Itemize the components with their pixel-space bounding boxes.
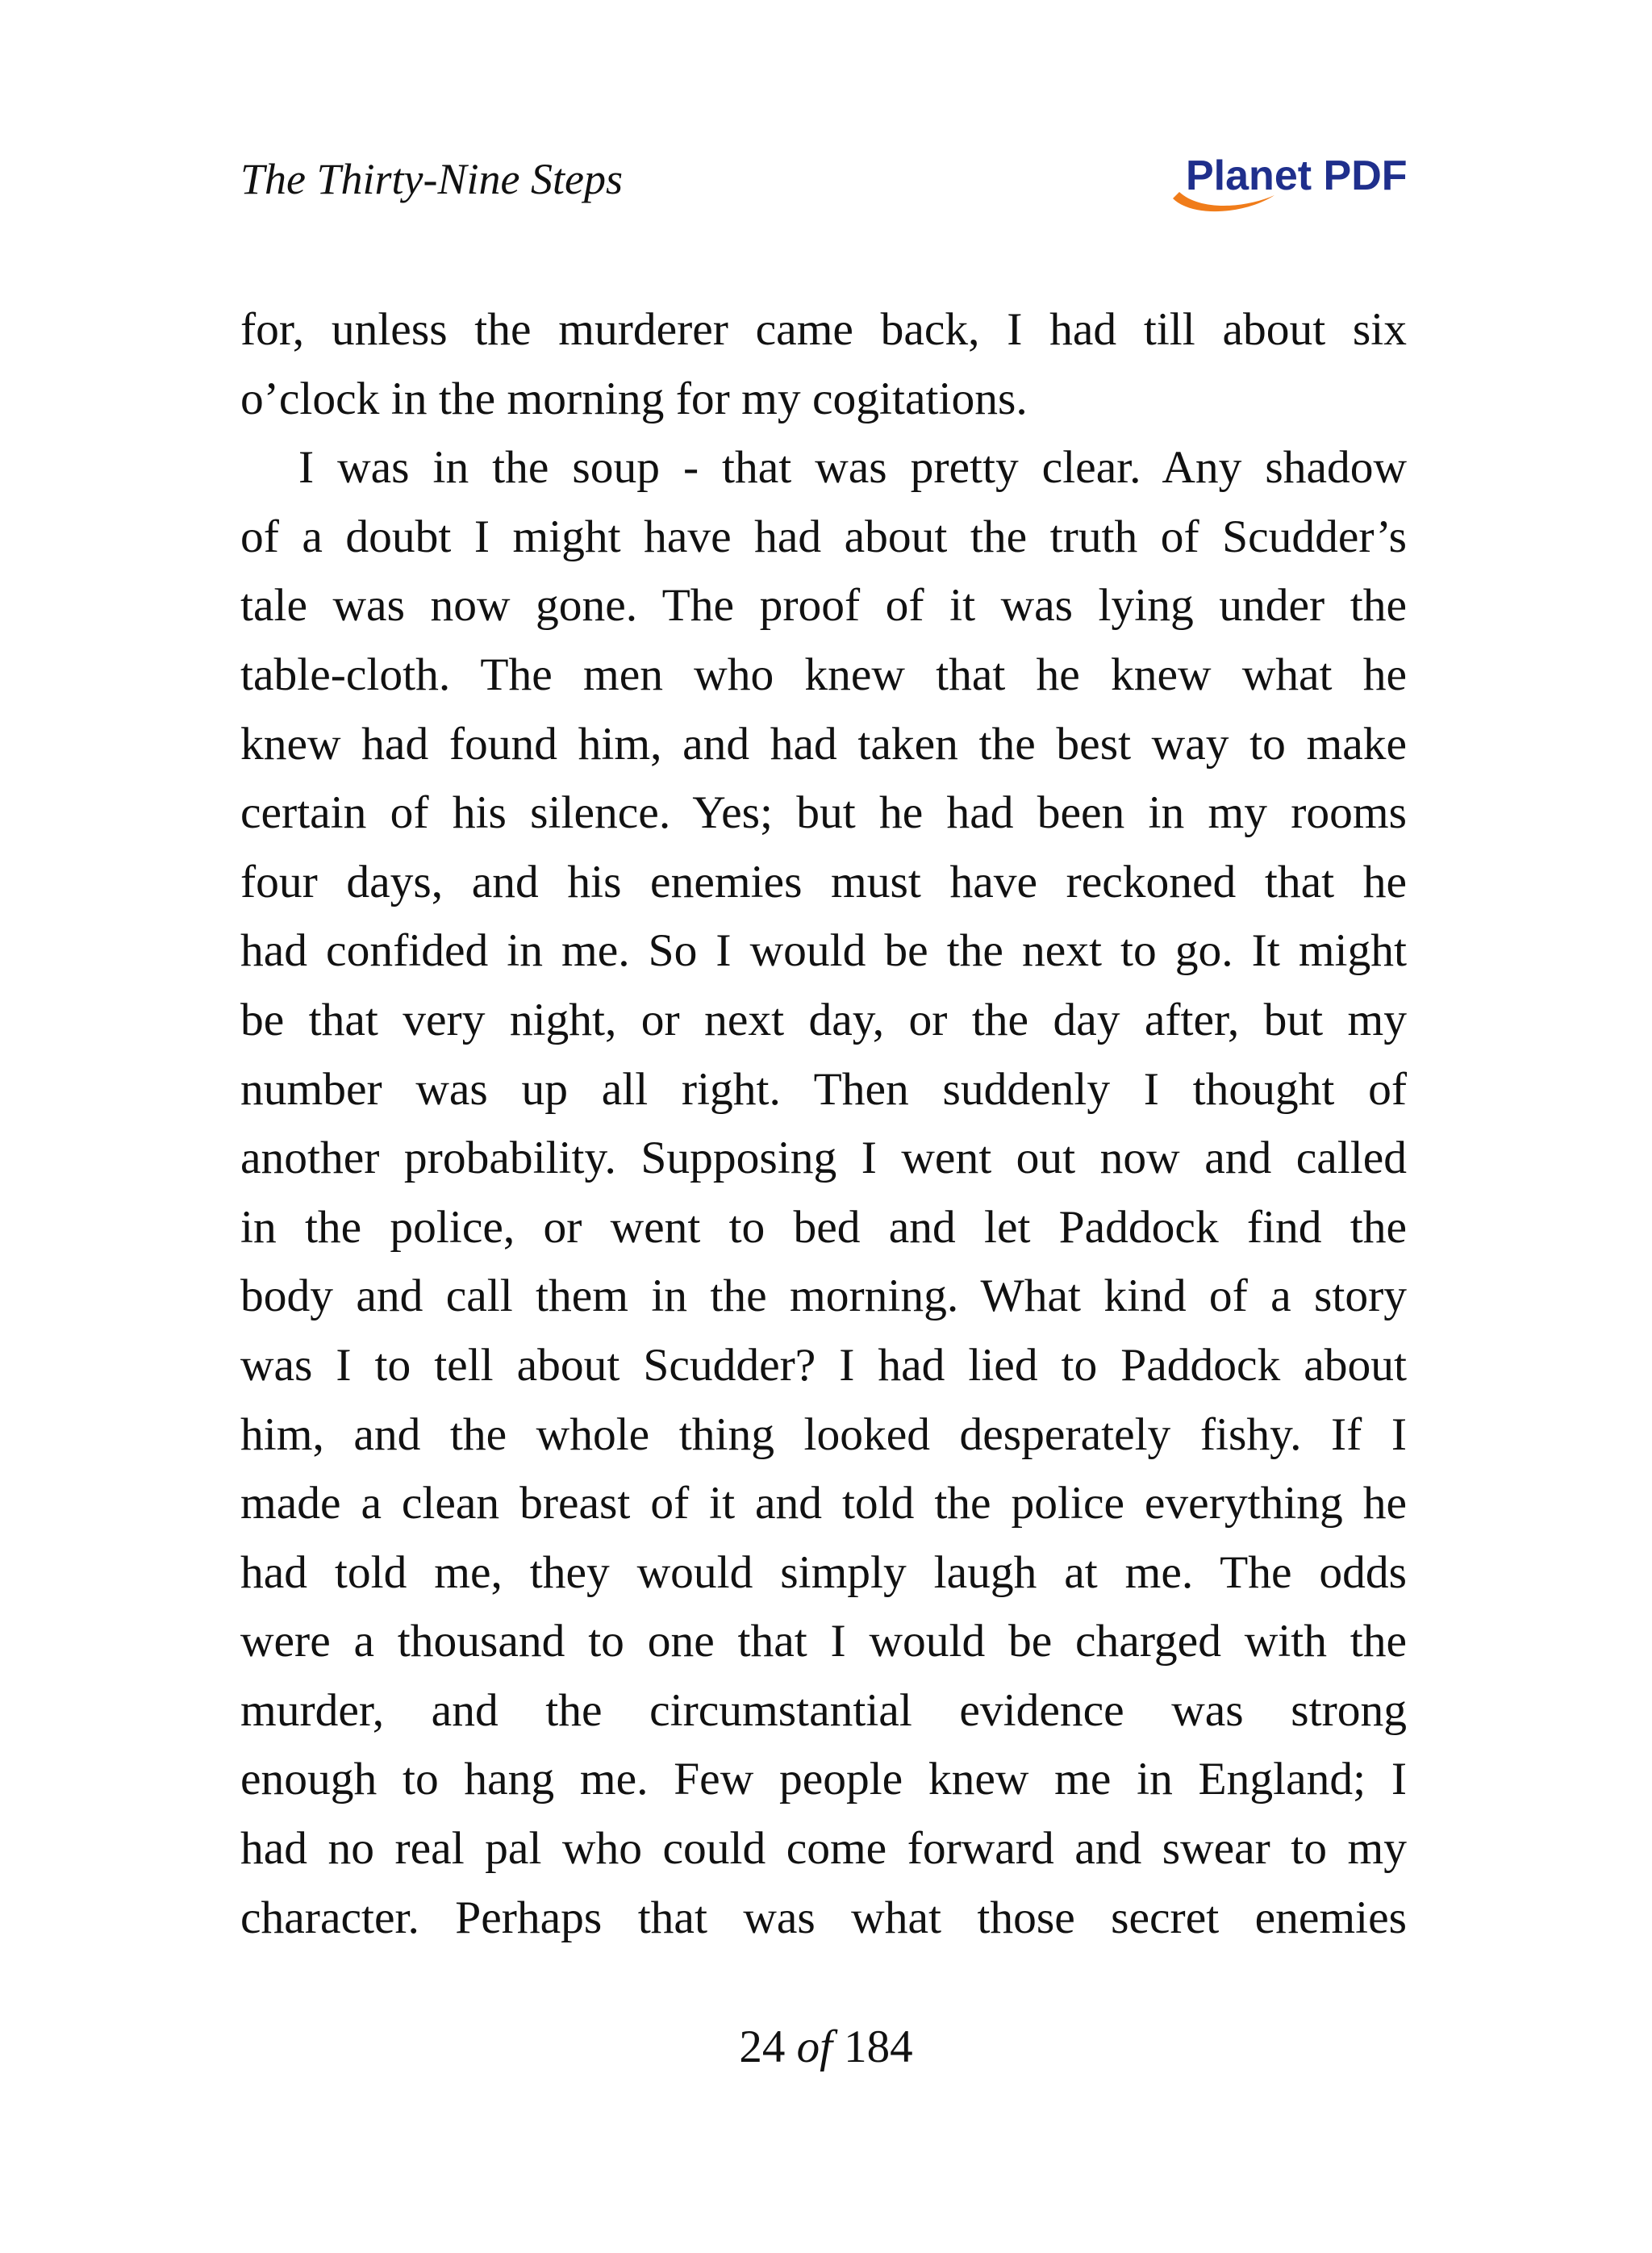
text-line: four days, and his enemies must have reckoned that he — [240, 856, 1407, 907]
text-line: certain of his silence. Yes; but he had been in my rooms — [240, 787, 1407, 839]
text-line: another probability. Supposing I went out now and called — [240, 1133, 1407, 1184]
text-line: had confided in me. So I would be the next to go. It might — [240, 925, 1407, 977]
text-line: for, unless the murderer came back, I had till about six — [240, 304, 1407, 355]
logo-text — [1186, 150, 1408, 202]
text-line: o’clock in the morning for my cogitations. — [240, 373, 1028, 424]
text-line: character. Perhaps that was what those secret enemies — [240, 1892, 1407, 1943]
text-line: had told me, they would simply laugh at me. The odds — [240, 1546, 1407, 1598]
book-title: The Thirty-Nine Steps — [240, 155, 623, 203]
page-number — [0, 2015, 1652, 2080]
text-line: were a thousand to one that I would be charged with the — [240, 1616, 1407, 1667]
text-line: be that very night, or next day, or the day after, but my — [240, 994, 1407, 1045]
text-line: of a doubt I might have had about the truth of Scudder’s — [240, 511, 1407, 562]
logo-pdf: PDF — [1323, 152, 1408, 199]
text-line: in the police, or went to bed and let Paddock find the — [240, 1201, 1407, 1253]
page-current: 24 — [739, 2021, 786, 2072]
text-line: number was up all right. Then suddenly I thought of — [240, 1063, 1407, 1115]
text-line: had no real pal who could come forward and swear to my — [240, 1823, 1407, 1875]
text-line: knew had found him, and had taken the best way to make — [240, 718, 1407, 770]
text-line: murder, and the circumstantial evidence was strong — [240, 1684, 1407, 1736]
page-total: 184 — [844, 2021, 913, 2072]
text-line: him, and the whole thing looked desperately fishy. If I — [240, 1408, 1407, 1460]
text-line: body and call them in the morning. What kind of a story — [240, 1270, 1407, 1322]
text-line: made a clean breast of it and told the police everything he — [240, 1478, 1407, 1529]
text-line: was I to tell about Scudder? I had lied to Paddock about — [240, 1339, 1407, 1391]
text-line: table-cloth. The men who knew that he knew what he — [240, 649, 1407, 700]
body-text — [240, 295, 1407, 1952]
text-line: I was in the soup - that was pretty clear. Any shadow — [298, 442, 1407, 494]
text-line: enough to hang me. Few people knew me in England; I — [240, 1754, 1407, 1805]
logo-planet: Planet — [1186, 152, 1312, 199]
text-line: tale was now gone. The proof of it was lying under the — [240, 580, 1407, 632]
page-of: of — [796, 2021, 832, 2072]
planet-pdf-logo — [1168, 144, 1410, 224]
